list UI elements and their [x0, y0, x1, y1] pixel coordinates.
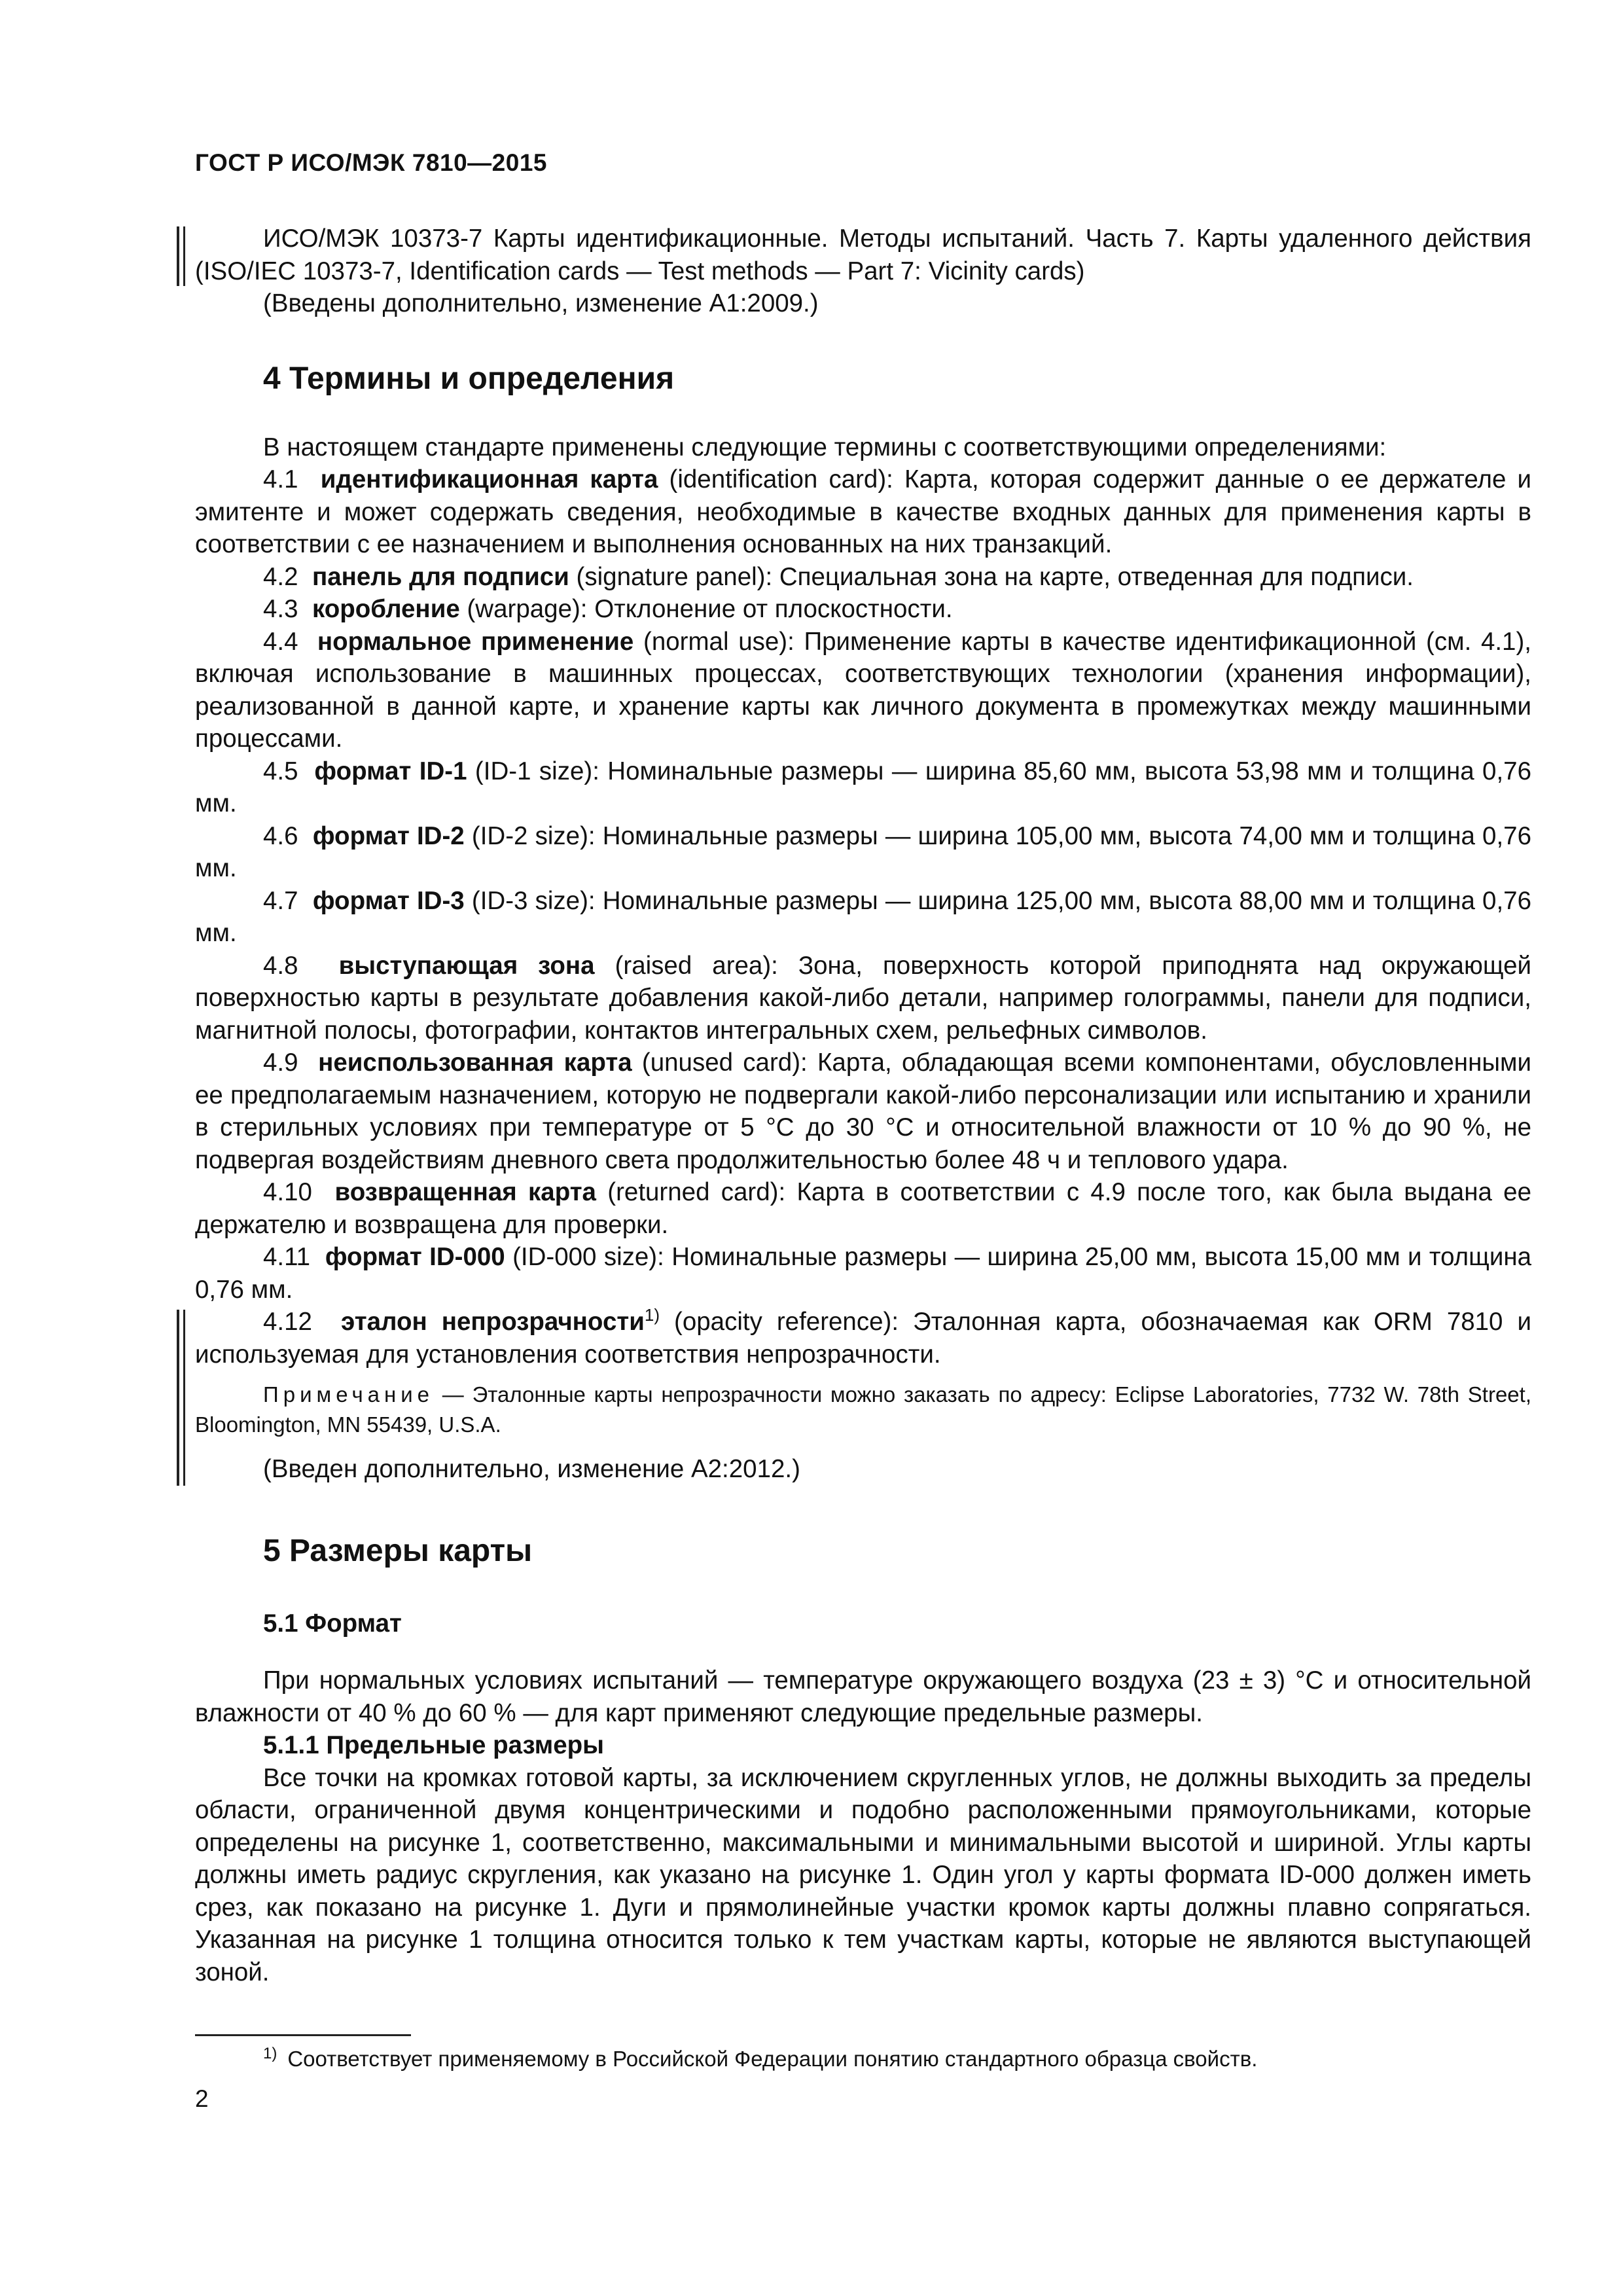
term-name: формат ID-3	[312, 886, 465, 915]
note-label: Примечание	[263, 1382, 435, 1407]
term-name: формат ID-2	[312, 821, 465, 850]
term-list	[195, 463, 1531, 1306]
footnote-ref: 1)	[644, 1305, 660, 1325]
note-text: — Эталонные карты непрозрачности можно заказать по адресу: Eclipse Laboratories, 7732 W. 78th Street, Bloomington, MN 55439, U.S.A.	[195, 1382, 1531, 1437]
term-item: 4.5 формат ID-1 (ID-1 size): Номинальные размеры — ширина 85,60 мм, высота 53,98 мм и толщина 0,76 мм.	[195, 757, 1531, 817]
term-item: 4.3 коробление (warpage): Отклонение от плоскостности.	[263, 595, 953, 623]
term-name: неиспользованная карта	[318, 1049, 632, 1077]
document-body	[195, 223, 1531, 1988]
term-item: 4.11 формат ID-000 (ID-000 size): Номинальные размеры — ширина 25,00 мм, высота 15,00 мм и толщина 0,76 мм.	[195, 1243, 1531, 1304]
term-item: 4.10 возвращенная карта (returned card): Карта в соответствии с 4.9 после того, как была выдана ее держателю и возвращена для проверки.	[195, 1178, 1531, 1239]
term-item: 4.9 неиспользованная карта (unused card): Карта, обладающая всеми компонентами, обусловленными ее предполагаемым назначением, которую не подвергали какой-либо персонализации или испытанию и хранили в стерильных условиях при температуре от 5 °С до 30 °С и относительной влажности от 10 % до 90 %, не подвергая воздействиям дневного света продолжительностью более 48 ч и теплового удара.	[195, 1049, 1531, 1174]
term-item: 4.12 эталон непрозрачности$^{1)}$ (opacity reference): Эталонная карта, обозначаемая как ORM 7810 и используемая для установления соответствия непрозрачности.	[195, 1305, 1531, 1369]
amended-reference-block	[195, 223, 1531, 320]
amendment-note: (Введен дополнительно, изменение А2:2012.)	[263, 1455, 800, 1483]
paragraph: Все точки на кромках готовой карты, за исключением скругленных углов, не должны выходить за пределы области, ограниченной двумя концентрическими и подобно расположенными прямоугольниками, которые определены на рисунке 1, соответственно, максимальными и минимальными высотой и шириной. Углы карты должны иметь радиус скругления, как указано на рисунке 1. Один угол у карты формата ID-000 должен иметь срез, как показано на рисунке 1. Дуги и прямолинейные участки кромок карты должны плавно сопрягаться. Указанная на рисунке 1 толщина относится только к тем участкам карты, которые не являются выступающей зоной.	[195, 1763, 1531, 1986]
footnote	[263, 2045, 1257, 2073]
term-name: коробление	[312, 595, 460, 623]
term-item: 4.7 формат ID-3 (ID-3 size): Номинальные размеры — ширина 125,00 мм, высота 88,00 мм и толщина 0,76 мм.	[195, 886, 1531, 947]
term-name: формат ID-1	[314, 757, 467, 785]
term-item: 4.2 панель для подписи (signature panel): Специальная зона на карте, отведенная для подписи.	[263, 562, 1414, 591]
term-name: нормальное применение	[317, 627, 634, 656]
amendment-note: (Введены дополнительно, изменение А1:2009.)	[263, 289, 819, 317]
term-item: 4.4 нормальное применение (normal use): Применение карты в качестве идентификационной (см. 4.1), включая использование в машинных процессах, соответствующих технологии (хранения информации), реализованной в данной карте, и хранение карты как личного документа в промежутках между машинными процессами.	[195, 627, 1531, 753]
amended-term-block	[195, 1306, 1531, 1486]
normative-reference: ИСО/МЭК 10373-7 Карты идентификационные. Методы испытаний. Часть 7. Карты удаленного действия (ISO/IEC 10373-7, Identification cards — Test methods — Part 7: Vicinity cards)	[195, 224, 1531, 285]
running-head: ГОСТ Р ИСО/МЭК 7810—2015	[195, 149, 547, 176]
term-item: 4.8 выступающая зона (raised area): Зона, поверхность которой приподнята над окружающей поверхностью карты в результате добавления какой-либо детали, например голограммы, панели для подписи, магнитной полосы, фотографии, контактов интегральных схем, рельефных символов.	[195, 951, 1531, 1045]
subsection-heading-5-1: 5.1 Формат	[263, 1609, 402, 1638]
footnote-separator	[195, 2034, 411, 2036]
term-name: идентификационная карта	[320, 465, 658, 493]
subsection-heading-5-1-1: 5.1.1 Предельные размеры	[263, 1731, 605, 1759]
term-item: 4.1 идентификационная карта (identification card): Карта, которая содержит данные о ее держателе и эмитенте и может содержать сведения, необходимые в качестве входных данных для применения карты в соответствии с ее назначением и выполнения основанных на них транзакций.	[195, 465, 1531, 558]
footnote-mark: 1)	[263, 2045, 277, 2062]
term-name: формат ID-000	[325, 1243, 505, 1271]
change-bar	[177, 226, 185, 286]
page-number: 2	[195, 2085, 209, 2112]
note	[195, 1380, 1531, 1440]
section-heading-5: 5 Размеры карты	[263, 1533, 533, 1568]
section-lead: В настоящем стандарте применены следующие термины с соответствующими определениями:	[263, 433, 1387, 461]
term-name: панель для подписи	[312, 562, 569, 591]
term-name: выступающая зона	[338, 951, 595, 980]
term-name: возвращенная карта	[334, 1178, 596, 1206]
footnote-text: Соответствует применяемому в Российской Федерации понятию стандартного образца свойств.	[287, 2047, 1258, 2071]
term-item: 4.6 формат ID-2 (ID-2 size): Номинальные размеры — ширина 105,00 мм, высота 74,00 мм и толщина 0,76 мм.	[195, 821, 1531, 882]
paragraph: При нормальных условиях испытаний — температуре окружающего воздуха (23 ± 3) °С и относительной влажности от 40 % до 60 % — для карт применяют следующие предельные размеры.	[195, 1666, 1531, 1727]
change-bar	[177, 1310, 185, 1486]
term-name: эталон непрозрачности	[341, 1308, 645, 1336]
section-heading-4: 4 Термины и определения	[263, 361, 675, 396]
